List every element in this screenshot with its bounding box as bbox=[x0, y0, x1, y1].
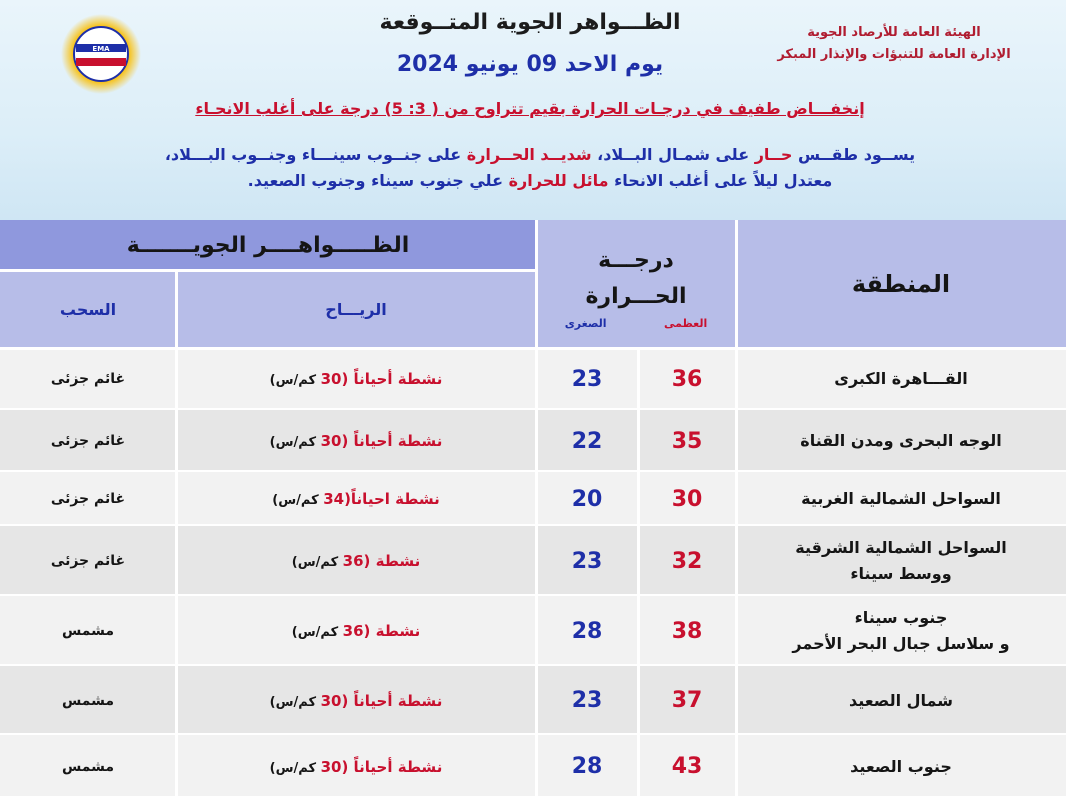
wind-unit: كم/س) bbox=[269, 760, 321, 776]
max-temp: 43 bbox=[671, 754, 703, 779]
cloud-value: غائم جزئى bbox=[50, 553, 126, 569]
max-temp-cell bbox=[638, 526, 736, 596]
weather-description bbox=[60, 142, 1020, 194]
max-temp-cell bbox=[638, 596, 736, 666]
temperature-header: درجـــة الحـــرارة bbox=[585, 247, 687, 309]
wind-speed: 30 bbox=[320, 757, 342, 776]
desc-text: على شمـال البــلاد، bbox=[591, 145, 755, 164]
cloud-cell bbox=[0, 410, 176, 472]
wind-speed: 30 bbox=[320, 370, 342, 388]
wind-value bbox=[292, 552, 420, 570]
wind-desc: نشطة أحياناً ( bbox=[341, 757, 443, 776]
cloud-value: مشمس bbox=[61, 692, 115, 709]
max-temp: 36 bbox=[671, 366, 703, 392]
desc-highlight: حــار bbox=[754, 145, 793, 164]
cloud-header-cell bbox=[0, 270, 176, 348]
desc-text: يســود طقــس bbox=[792, 145, 916, 164]
cloud-value: مشمس bbox=[61, 758, 115, 775]
region-name: جنوب سيناء و سلاسل جبال البحر الأحمر bbox=[792, 608, 1010, 653]
wind-unit: كم/س) bbox=[269, 373, 321, 388]
desc-text: على جنــوب سينـــاء وجنــوب البـــلاد، bbox=[164, 145, 467, 164]
max-label: العظمى bbox=[663, 316, 708, 330]
wind-value bbox=[270, 758, 443, 776]
wind-cell bbox=[176, 596, 536, 666]
cloud-cell bbox=[0, 348, 176, 410]
org-line-1: الهيئة العامة للأرصاد الجوية bbox=[807, 25, 981, 40]
region-cell bbox=[736, 472, 1066, 526]
min-temp: 28 bbox=[571, 618, 603, 644]
row-divider bbox=[0, 347, 1066, 350]
min-temp-cell bbox=[536, 410, 638, 472]
cloud-value: غائم جزئى bbox=[50, 371, 126, 387]
region-name: الوجه البحرى ومدن القناة bbox=[800, 431, 1002, 450]
wind-speed: 30 bbox=[320, 432, 342, 450]
region-cell bbox=[736, 735, 1066, 798]
min-temp: 23 bbox=[571, 548, 603, 574]
wind-desc: نشطة أحياناً ( bbox=[341, 432, 443, 450]
header-banner bbox=[0, 0, 1066, 220]
cloud-cell bbox=[0, 526, 176, 596]
min-temp: 23 bbox=[571, 688, 603, 713]
wind-unit: كم/س) bbox=[272, 493, 324, 508]
description-line-1 bbox=[60, 142, 1020, 168]
region-name: السواحل الشمالية الغربية bbox=[801, 489, 1001, 508]
region-cell bbox=[736, 348, 1066, 410]
wind-unit: كم/س) bbox=[269, 435, 321, 450]
min-temp-cell bbox=[536, 735, 638, 798]
min-temp: 20 bbox=[571, 486, 603, 512]
forecast-date: يوم الاحد 09 يونيو 2024 bbox=[396, 52, 664, 77]
wind-cell bbox=[176, 472, 536, 526]
min-temp: 22 bbox=[571, 428, 603, 454]
desc-highlight: شديــد الحــرارة bbox=[466, 145, 592, 164]
org-line-2: الإدارة العامة للتنبؤات والإنذار المبكر bbox=[777, 47, 1011, 62]
cloud-header: السحب bbox=[59, 299, 117, 319]
wind-unit: كم/س) bbox=[291, 625, 343, 640]
max-temp-cell bbox=[638, 666, 736, 735]
wind-speed: 36 bbox=[342, 552, 364, 570]
region-header-cell bbox=[736, 220, 1066, 348]
region-name: السواحل الشمالية الشرقية ووسط سيناء bbox=[795, 538, 1007, 583]
column-divider bbox=[735, 220, 738, 798]
max-temp: 38 bbox=[671, 618, 703, 644]
region-cell bbox=[736, 526, 1066, 596]
page-title: الظـــواهر الجوية المتــوقعة bbox=[379, 10, 681, 35]
cloud-value: غائم جزئى bbox=[50, 491, 126, 507]
wind-value bbox=[272, 490, 439, 508]
max-temp: 37 bbox=[671, 688, 703, 713]
min-temp: 23 bbox=[571, 366, 603, 392]
temperature-header-cell bbox=[536, 220, 736, 348]
min-temp-cell bbox=[536, 472, 638, 526]
min-temp-cell bbox=[536, 348, 638, 410]
wind-value bbox=[292, 622, 420, 640]
desc-highlight: مائل للحرارة bbox=[508, 171, 609, 190]
min-temp-cell bbox=[536, 596, 638, 666]
region-name: جنوب الصعيد bbox=[850, 756, 952, 776]
wind-speed: 36 bbox=[342, 622, 364, 640]
ema-logo-icon bbox=[52, 14, 150, 94]
desc-text: معتدل ليلاً على أغلب الانحاء bbox=[608, 171, 833, 190]
desc-text: علي جنوب سيناء وجنوب الصعيد. bbox=[247, 171, 509, 190]
wind-header-cell bbox=[176, 270, 536, 348]
region-cell bbox=[736, 410, 1066, 472]
wind-desc: نشطة احياناً( bbox=[344, 490, 440, 508]
cloud-cell bbox=[0, 735, 176, 798]
phenomena-header: الظـــــواهــــر الجويـــــــة bbox=[126, 232, 410, 258]
max-temp: 35 bbox=[671, 428, 703, 454]
wind-cell bbox=[176, 526, 536, 596]
wind-cell bbox=[176, 348, 536, 410]
min-label: الصغرى bbox=[564, 316, 607, 330]
wind-value bbox=[270, 370, 443, 388]
wind-desc: نشطة ( bbox=[363, 552, 421, 570]
max-temp-cell bbox=[638, 348, 736, 410]
region-cell bbox=[736, 596, 1066, 666]
forecast-table bbox=[0, 220, 1066, 798]
wind-desc: نشطة أحياناً ( bbox=[341, 370, 443, 388]
wind-cell bbox=[176, 666, 536, 735]
wind-cell bbox=[176, 735, 536, 798]
wind-header: الريـــاح bbox=[325, 299, 387, 319]
region-cell bbox=[736, 666, 1066, 735]
wind-unit: كم/س) bbox=[269, 694, 321, 710]
organization-name bbox=[744, 22, 1044, 66]
cloud-cell bbox=[0, 596, 176, 666]
wind-value bbox=[270, 432, 443, 450]
logo-text: EMA bbox=[92, 45, 110, 53]
wind-cell bbox=[176, 410, 536, 472]
wind-desc: نشطة أحياناً ( bbox=[341, 691, 443, 710]
temperature-notice: إنخفـــاض طفيف في درجـات الحرارة بقيم تتراوح من ( 3: 5) درجة على أغلب الانحـاء bbox=[195, 99, 865, 118]
cloud-value: مشمس bbox=[61, 623, 115, 639]
max-temp-cell bbox=[638, 735, 736, 798]
row-divider bbox=[0, 269, 536, 272]
cloud-cell bbox=[0, 472, 176, 526]
max-temp: 32 bbox=[671, 548, 703, 574]
column-divider bbox=[535, 220, 538, 798]
description-line-2 bbox=[60, 168, 1020, 194]
region-name: شمال الصعيد bbox=[849, 690, 953, 710]
min-temp-cell bbox=[536, 666, 638, 735]
region-name: القـــاهرة الكبرى bbox=[834, 369, 968, 388]
max-temp: 30 bbox=[671, 486, 703, 512]
max-temp-cell bbox=[638, 410, 736, 472]
wind-value bbox=[270, 692, 443, 710]
min-temp-cell bbox=[536, 526, 638, 596]
wind-unit: كم/س) bbox=[291, 555, 343, 570]
phenomena-header-cell bbox=[0, 220, 536, 270]
max-temp-cell bbox=[638, 472, 736, 526]
wind-speed: 34 bbox=[323, 490, 345, 508]
wind-desc: نشطة ( bbox=[363, 622, 421, 640]
min-temp: 28 bbox=[571, 754, 603, 779]
wind-speed: 30 bbox=[320, 691, 342, 710]
cloud-value: غائم جزئى bbox=[50, 433, 126, 449]
region-header: المنطقة bbox=[851, 270, 951, 298]
cloud-cell bbox=[0, 666, 176, 735]
column-divider bbox=[637, 348, 640, 798]
